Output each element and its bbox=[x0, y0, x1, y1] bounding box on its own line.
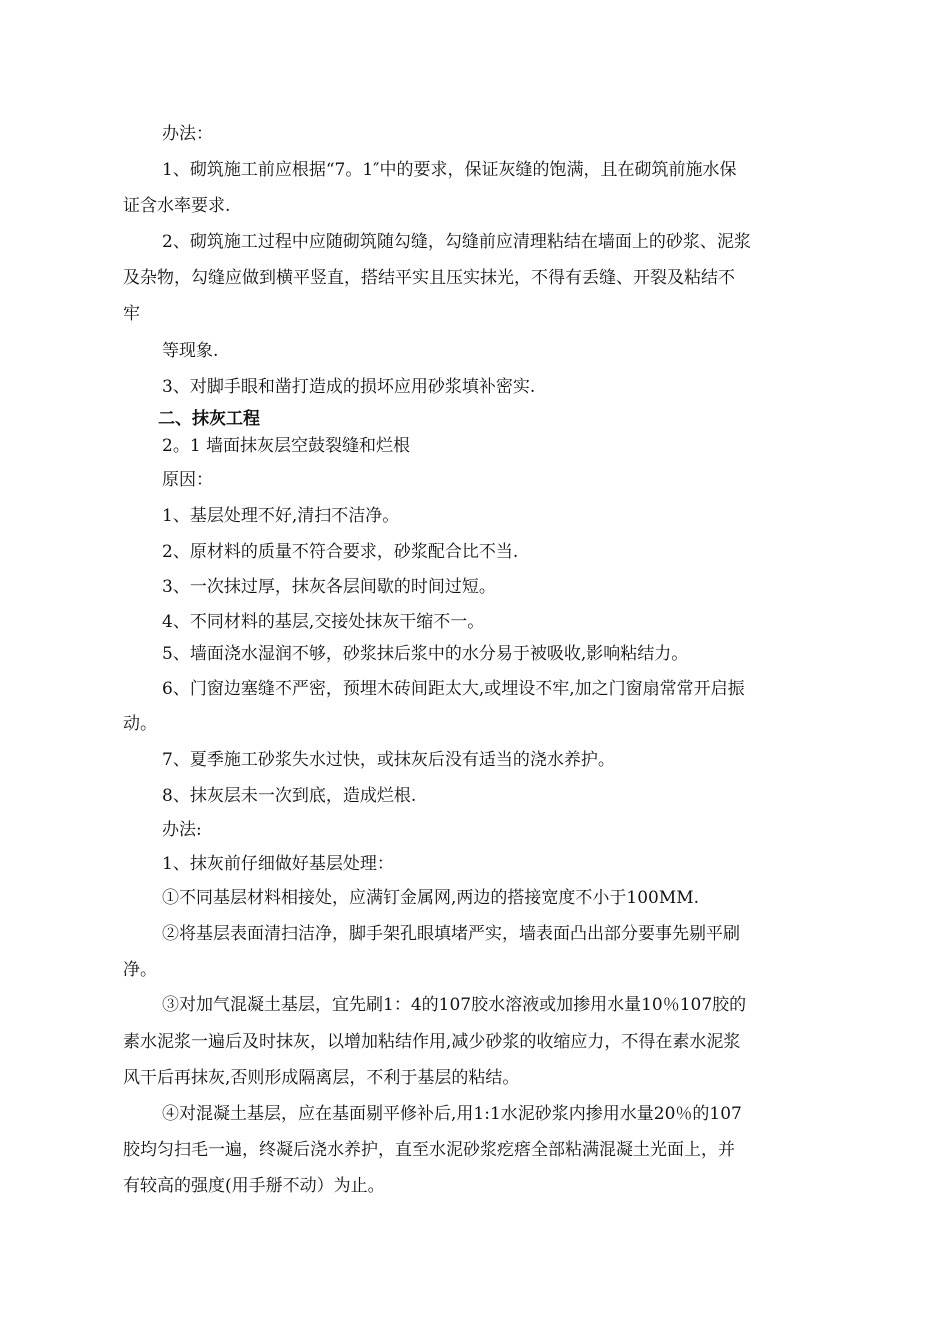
paragraph-line: 4、不同材料的基层,交接处抹灰干缩不一。 bbox=[162, 612, 485, 632]
paragraph-line: 6、门窗边塞缝不严密，预埋木砖间距太大,或埋设不牢,加之门窗扇常常开启振 bbox=[162, 679, 745, 699]
paragraph-line: 3、一次抹过厚，抹灰各层间歇的时间过短。 bbox=[162, 577, 496, 597]
paragraph-line: 动。 bbox=[123, 714, 157, 734]
subsection-heading: 2。1 墙面抹灰层空鼓裂缝和烂根 bbox=[162, 436, 411, 456]
paragraph-line: 2、砌筑施工过程中应随砌筑随勾缝，勾缝前应清理粘结在墙面上的砂浆、泥浆 bbox=[162, 232, 751, 252]
paragraph-line: 1、基层处理不好,清扫不洁净。 bbox=[162, 506, 400, 526]
paragraph-line: 及杂物，勾缝应做到横平竖直，搭结平实且压实抹光，不得有丢缝、开裂及粘结不 bbox=[123, 268, 735, 288]
paragraph-line: 1、抹灰前仔细做好基层处理： bbox=[162, 854, 394, 874]
paragraph-method-heading: 办法: bbox=[162, 820, 202, 840]
paragraph-line: 2、原材料的质量不符合要求，砂浆配合比不当. bbox=[162, 542, 519, 562]
paragraph-line: 牢 bbox=[123, 304, 140, 324]
paragraph-line: 素水泥浆一遍后及时抹灰，以增加粘结作用,减少砂浆的收缩应力，不得在素水泥浆 bbox=[123, 1032, 741, 1052]
paragraph-cause-heading: 原因： bbox=[162, 470, 213, 490]
paragraph-line: 7、夏季施工砂浆失水过快，或抹灰后没有适当的浇水养护。 bbox=[162, 750, 615, 770]
paragraph-line: 有较高的强度(用手掰不动）为止。 bbox=[123, 1176, 385, 1196]
paragraph-line: 证含水率要求. bbox=[123, 196, 231, 216]
paragraph-line: ④对混凝土基层，应在基面剔平修补后,用1:1水泥砂浆内掺用水量20％的107 bbox=[162, 1104, 742, 1124]
paragraph-line: ②将基层表面清扫洁净，脚手架孔眼填堵严实，墙表面凸出部分要事先剔平刷 bbox=[162, 924, 740, 944]
paragraph-line: 胶均匀扫毛一遍，终凝后浇水养护，直至水泥砂浆疙瘩全部粘满混凝土光面上，并 bbox=[123, 1140, 735, 1160]
paragraph-line: 5、墙面浇水湿润不够，砂浆抹后浆中的水分易于被吸收,影响粘结力。 bbox=[162, 644, 689, 664]
paragraph-line: 1、砌筑施工前应根据“7。1″中的要求，保证灰缝的饱满，且在砌筑前施水保 bbox=[162, 160, 737, 180]
paragraph-line: 风干后再抹灰,否则形成隔离层，不利于基层的粘结。 bbox=[123, 1068, 520, 1088]
paragraph-line: 8、抹灰层未一次到底，造成烂根. bbox=[162, 786, 417, 806]
paragraph-line: ③对加气混凝土基层，宜先刷1：4的107胶水溶液或加掺用水量10％107胶的 bbox=[162, 995, 747, 1015]
paragraph-line: 等现象. bbox=[162, 341, 219, 361]
paragraph-method-heading: 办法： bbox=[162, 124, 213, 144]
section-heading: 二、抹灰工程 bbox=[158, 409, 260, 429]
paragraph-line: ①不同基层材料相接处，应满钉金属网,两边的搭接宽度不小于100MM. bbox=[162, 888, 700, 908]
paragraph-line: 净。 bbox=[123, 960, 157, 980]
paragraph-line: 3、对脚手眼和凿打造成的损坏应用砂浆填补密实. bbox=[162, 377, 536, 397]
